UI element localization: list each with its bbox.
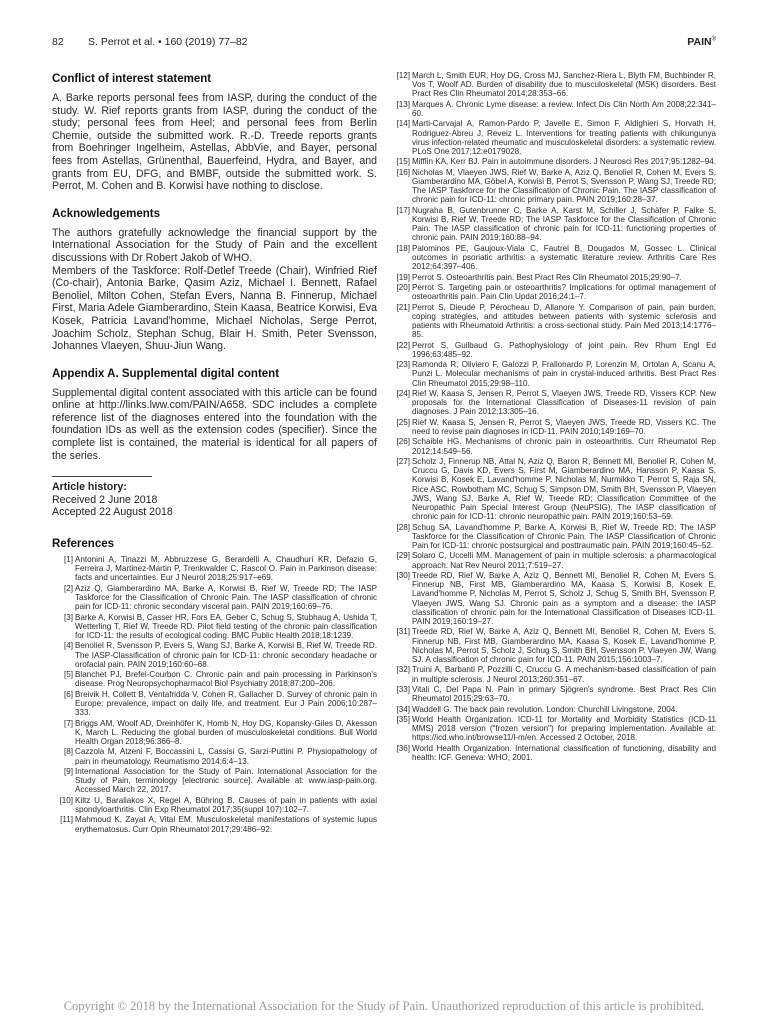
reference-item [389, 715, 716, 743]
references-heading: References [52, 538, 115, 551]
reference-text: Rief W, Kaasa S, Jensen R, Perrot S, Vlaeyen JWS, Treede RD, Vissers KC. The need to revise pain diagnoses in ICD-11. PAIN 2010;149:169–70. [412, 417, 716, 436]
reference-item [52, 641, 377, 669]
reference-item [52, 555, 377, 583]
reference-number: [12] [396, 71, 410, 80]
reference-text: Kiltz U, Baraliakos X, Regel A, Bühring B. Causes of pain in patients with axial spondyloarthritis. Clin Exp Rheumatol 2017;35(suppl 107):102–7. [75, 795, 377, 814]
left-column [52, 72, 377, 835]
right-column [389, 71, 716, 763]
reference-item [389, 665, 716, 683]
reference-item [389, 437, 716, 455]
history-title: Article history: [52, 481, 127, 494]
history-received: Received 2 June 2018 [52, 493, 158, 506]
journal-name [687, 36, 716, 48]
reference-text: Mahmoud K, Zayat A, Vital EM. Musculoskeletal manifestations of systemic lupus erythematosus. Curr Opin Rheumatol 2017;29:486–92. [75, 815, 377, 834]
reference-text: Benoliel R, Svensson P, Evers S, Wang SJ, Barke A, Korwisi B, Rief W, Treede RD. The IASP-Classification of chronic pain for ICD-11: chronic secondary headache or orofacial pain. PAIN 2019;160:60–68. [75, 641, 377, 669]
reference-text: World Health Organization. International classification of functioning, disability and health: ICF. Geneva: WHO, 2001. [412, 743, 716, 762]
reference-number: [15] [396, 157, 410, 167]
reference-number: [22] [396, 340, 410, 350]
reference-item [389, 551, 716, 569]
reference-item [389, 273, 716, 282]
reference-item [389, 119, 716, 156]
reference-text: Briggs AM, Woolf AD, Dreinhöfer K, Homb N, Hoy DG, Kopansky-Giles D, Akesson K, March L. Reducing the global burden of musculoskeletal conditions. Bull World Health Organ 2018;96:366–8. [75, 718, 377, 747]
article-history [52, 476, 377, 519]
reference-item [389, 685, 716, 703]
reference-item [389, 100, 716, 118]
reference-text: Perrot S. Targeting pain or osteoarthritis? Implications for optimal management of osteoarthritis pain. Pain Clin Updat 2016;24:1–7. [412, 282, 716, 302]
conflict-text: A. Barke reports personal fees from IASP, during the conduct of the study. W. Rief reports grants from IASP, during the conduct of the study; personal fees from Heel; and personal fees from Berlin Chemie, outside the submitted work. R.-D. Treede reports grants from Boehringer Ingelheim, Astellas, AbbVie, and Bayer, personal fees from Astellas, Grünenthal, Bauerfeind, Hydra, and Bayer, and grants from EU, DFG, and BMBF, outside the submitted work. S. Perrot, M. Cohen and B. Korwisi have nothing to disclose. [52, 92, 377, 193]
reference-item [52, 613, 377, 641]
reference-text: March L, Smith EUR, Hoy DG, Cross MJ, Sanchez-Riera L, Blyth FM, Buchbinder R, Vos T, Woolf AD. Burden of disability due to musculoskeletal (MSK) disorders. Best Pract Res Clin Rheumatol 2014;28:353–66. [412, 71, 716, 99]
reference-text: Vitali C, Del Papa N. Pain in primary Sjögren's syndrome. Best Pract Res Clin Rheumatol 2015;29:63–70. [412, 684, 716, 704]
reference-number: [5] [64, 670, 73, 680]
reference-number: [28] [396, 522, 410, 532]
reference-number: [3] [64, 612, 73, 622]
reference-text: Breivik H, Collett B, Ventafridda V, Cohen R, Gallacher D. Survey of chronic pain in Europe: prevalence, impact on daily life, and treatment. Eur J Pain 2006;10:287–333. [75, 689, 377, 718]
reference-item [52, 767, 377, 795]
conflict-section [52, 72, 377, 193]
reference-text: Nugraha B, Gutenbrunner C, Barke A, Karst M, Schiller J, Schäfer P, Falke S, Korwisi B, Rief W, Treede RD; The IASP Taskforce for the Classification of Chronic Pain. The IASP classification of chronic pain for ICD-11: functioning properties of chronic pain. PAIN 2019;160:88–94. [412, 205, 716, 243]
reference-item [389, 389, 716, 417]
reference-number: [14] [396, 119, 410, 129]
reference-item [389, 744, 716, 762]
reference-item [389, 283, 716, 301]
reference-number: [20] [396, 282, 410, 292]
reference-text: Rief W, Kaasa S, Jensen R, Perrot S, Vlaeyen JWS, Treede RD, Vissers KCP. New proposals for the International Classification of Diseases-11 revision of pain diagnoses. J Pain 2012;13:305–16. [412, 388, 716, 417]
reference-number: [10] [59, 795, 73, 805]
reference-number: [11] [60, 815, 73, 825]
reference-item [52, 747, 377, 765]
reference-text: Perrot S, Dieudé P, Pérocheau D, Allanore Y. Comparison of pain, pain burden, coping strategies, and attitudes between patients with systemic sclerosis and patients with Rheumatoid Arthritis: a cross-sectional study. Pain Med 2013;14:1776–85. [412, 302, 716, 340]
reference-text: Treede RD, Rief W, Barke A, Aziz Q, Bennett MI, Benoliel R, Cohen M, Evers S, Finnerup NB, First MB, Giamberardino MA, Kaasa S, Kosek E, Lavand'homme P, Nicholas M, Perrot S, Scholz J, Schug S, Smith BH, Svensson P, Vlaeyen JW, Wang SJ. A classification of chronic pain for ICD-11. PAIN 2015;156:1003–7. [412, 627, 716, 664]
reference-item [389, 71, 716, 99]
reference-item [389, 523, 716, 551]
reference-item [389, 627, 716, 664]
reference-number: [6] [64, 689, 73, 699]
reference-text: Waddell G. The back pain revolution. London: Churchill Livingstone, 2004. [412, 704, 678, 714]
reference-item [389, 705, 716, 714]
appendix-section [52, 367, 377, 463]
reference-number: [23] [396, 360, 410, 370]
reference-number: [32] [396, 665, 410, 675]
reference-item [389, 457, 716, 521]
reference-item [389, 303, 716, 340]
reference-text: World Health Organization. ICD-11 for Mortality and Morbidity Statistics (ICD-11 MMS) 2018 version ("frozen version") for preparing implementation. Available at: https://icd.who.int/browse11/l-m/en. Accessed 2 October, 2018. [412, 714, 716, 743]
reference-item [389, 244, 716, 272]
reference-item [52, 719, 377, 747]
reference-text: Mifflin KA, Kerr BJ. Pain in autoimmune disorders. J Neurosci Res 2017;95:1282–94. [412, 157, 716, 167]
reference-number: [34] [396, 704, 410, 714]
reference-item [52, 815, 377, 833]
references-list-right [389, 71, 716, 762]
reference-number: [4] [64, 641, 73, 651]
reference-text: Palominos PE, Gaujoux-Viala C, Fautrel B, Dougados M, Gossec L. Clinical outcomes in psoriatic arthritis: a systematic literature review. Arthritis Care Res 2012;64:397–406. [412, 243, 716, 272]
reference-item [389, 360, 716, 388]
reference-number: [31] [396, 627, 410, 637]
reference-number: [24] [396, 388, 410, 398]
appendix-text: Supplemental digital content associated with this article can be found online at http://links.lww.com/PAIN/A658. SDC includes a complete reference list of the diagnoses entered into the foundation with the foundation IDs as well as the extension codes (specifier). Since the complete list is contained, the material is identical for all papers of the series. [52, 386, 377, 462]
reference-number: [21] [396, 302, 410, 312]
acknowledgements-heading: Acknowledgements [52, 207, 160, 220]
reference-number: [29] [396, 551, 410, 561]
reference-number: [8] [64, 747, 73, 757]
reference-number: [17] [396, 205, 410, 215]
reference-number: [27] [396, 456, 410, 466]
history-accepted: Accepted 22 August 2018 [52, 506, 173, 519]
reference-number: [1] [64, 555, 73, 565]
copyright-footer: Copyright © 2018 by the International Association for the Study of Pain. Unauthorized reproduction of this article is prohibited. [63, 999, 705, 1013]
reference-number: [19] [396, 272, 410, 282]
reference-number: [36] [396, 743, 410, 753]
reference-text: Treede RD, Rief W, Barke A, Aziz Q, Bennett MI, Benoliel R, Cohen M, Evers S, Finnerup NB, First MB, Giamberardino MA, Kaasa S, Korwisi B, Kosek E, Lavand'homme P, Nicholas M, Perrot S, Scholz J, Schug S, Smith BH, Svensson P, Vlaeyen JWS, Wang SJ. Chronic pain as a symptom and a disease: the IASP classification of chronic pain for the International Classification of Diseases ICD-11. PAIN 2019;160:19–27. [412, 570, 716, 626]
reference-item [389, 168, 716, 205]
reference-item [389, 341, 716, 359]
reference-number: [35] [396, 714, 410, 724]
reference-number: [26] [396, 437, 410, 447]
reference-text: Solaro C, Uccelli MM. Management of pain in multiple sclerosis: a pharmacological approach. Nat Rev Neurol 2011;7:519–27. [412, 551, 716, 570]
reference-text: Perrot S, Guilbaud G. Pathophysiology of joint pain. Rev Rhum Engl Ed 1996;63:485–92. [412, 340, 716, 359]
conflict-heading: Conflict of interest statement [52, 73, 212, 85]
article-citation: S. Perrot et al. • 160 (2019) 77–82 [88, 36, 248, 48]
reference-number: [2] [64, 583, 73, 593]
reference-text: Nicholas M, Vlaeyen JWS, Rief W, Barke A, Aziz Q, Benoliel R, Cohen M, Evers S, Giamberardino MA, Göbel A, Korwisi B, Perrot S, Svensson P, Wang SJ, Treede RD; The IASP Taskforce for the Classification of Chronic Pain. The IASP classification of chronic pain for ICD-11: chronic primary pain. PAIN 2019;160:28–37. [412, 167, 716, 205]
reference-text: Cazzola M, Atzeni F, Boccassini L, Cassisi G, Sarzi-Puttini P. Physiopathology of pain in rheumatology. Reumatismo 2014;6:4–13. [75, 747, 377, 766]
reference-text: Barke A, Korwisi B, Casser HR, Fors EA, Geber C, Schug S, Stubhaug A, Ushida T, Wetterling T, Rief W, Treede RD. Pilot field testing of the chronic pain classification for ICD-11: the results of ecological coding. BMC Public Health 2018;18:1239. [75, 612, 377, 641]
reference-item [389, 418, 716, 436]
reference-text: Ramonda R, Oliviero F, Galozzi P, Frallonardo P, Lorenzin M, Ortolan A, Scanu A, Punzi L. Molecular mechanisms of pain in crystal-induced arthritis. Best Pract Res Clin Rheumatol 2015;29:98–110. [412, 360, 716, 388]
taskforce-members: Members of the Taskforce: Rolf-Detlef Treede (Chair), Winfried Rief (Co-chair), Antonia Barke, Qasim Aziz, Michael I. Bennett, Rafael Benoliel, Milton Cohen, Stefan Evers, Nanna B. Finnerup, Michael First, Maria Adele Giamberardino, Stein Kaasa, Beatrice Korwisi, Eva Kosek, Patricia Lavand'homme, Michael Nicholas, Serge Perrot, Joachim Scholz, Stephan Schug, Blair H. Smith, Peter Svensson, Johannes Vlaeyen, Shuu-Jiun Wang. [52, 264, 377, 353]
reference-text: Schaible HG. Mechanisms of chronic pain in osteoarthritis. Curr Rheumatol Rep 2012;14:549–56. [412, 437, 716, 456]
reference-text: Blanchet PJ, Brefel-Courbon C. Chronic pain and pain processing in Parkinson's disease. Prog Neuropsychopharmacol Biol Psychiatry 2018;87:200–206. [75, 670, 377, 689]
reference-number: [25] [396, 417, 410, 427]
reference-item [389, 571, 716, 626]
running-header [52, 36, 716, 50]
reference-item [389, 206, 716, 243]
reference-text: Perrot S. Osteoarthritis pain. Best Pract Res Clin Rheumatol 2015;29:90–7. [412, 272, 682, 282]
reference-item [52, 584, 377, 612]
appendix-heading: Appendix A. Supplemental digital content [52, 367, 280, 380]
reference-number: [16] [396, 167, 410, 177]
reference-text: Schug SA, Lavand'homme P, Barke A, Korwisi B, Rief W, Treede RD; The IASP Taskforce for the Classification of Chronic Pain. The IASP Classification of Chronic Pain for ICD-11: chronic postsurgical and posttraumatic pain. PAIN 2019;160:45–52. [412, 522, 716, 550]
reference-number: [9] [64, 767, 73, 776]
reference-number: [33] [396, 684, 410, 694]
reference-number: [30] [396, 570, 410, 580]
reference-item [389, 157, 716, 166]
acknowledgements-text: The authors gratefully acknowledge the financial support by the International Association for the Study of Pain and the excellent discussions with Dr Robert Jakob of WHO. [52, 226, 377, 264]
reference-text: Aziz Q, Giamberardino MA, Barke A, Korwisi B, Rief W, Treede RD; The IASP Taskforce for the Classification of Chronic Pain. The IASP classification of chronic pain for ICD-11: chronic secondary visceral pain. PAIN 2019;160:69–76. [75, 583, 377, 612]
reference-item [52, 690, 377, 718]
history-rule [52, 476, 152, 477]
reference-text: Antonini A, Tinazzi M, Abbruzzese G, Berardelli A, Chaudhuri KR, Defazio G, Ferreira J, Martinez-Martin P, Trenkwalder C, Rascol O. Pain in Parkinson disease: facts and uncertainties. Eur J Neurol 2018;25:917–e69. [75, 555, 377, 583]
reference-text: Scholz J, Finnerup NB, Attal N, Aziz Q, Baron R, Bennett MI, Benoliel R, Cohen M, Cruccu G, Davis KD, Evers S, First M, Giamberardino MA, Hansson P, Kaasa S, Korwisi B, Kosek E, Lavand'homme P, Nicholas M, Nurmikko T, Perrot S, Raja SN, Rice ASC, Rowbotham MC, Schug S, Simpson DM, Smith BH, Svensson P, Vlaeyen JWS, Wang SJ, Barke A, Rief W, Treede RD; Classification Committee of the Neuropathic Pain Special Interest Group (NeuPSIG). The IASP classification of chronic pain for ICD-11: chronic neuropathic pain. PAIN 2019;160:53–59. [412, 456, 716, 522]
reference-item [52, 796, 377, 814]
reference-item [52, 670, 377, 688]
acknowledgements-section [52, 207, 377, 353]
references-list-left [52, 555, 377, 834]
registered-mark: ® [711, 36, 716, 43]
journal-title: PAIN [687, 36, 712, 48]
reference-number: [18] [396, 243, 410, 253]
page-number: 82 [52, 36, 64, 48]
reference-number: [13] [396, 99, 410, 109]
reference-text: Marti-Carvajal A, Ramon-Pardo P, Javelle E, Simon F, Aldighieri S, Horvath H, Rodriguez-Abreu J, Reveiz L. Interventions for treating patients with chikungunya virus infection-related rheumatic and musculoskeletal disorders: a systematic review. PLoS One 2017;12:e0179028. [412, 119, 716, 156]
reference-text: Marques A. Chronic Lyme disease: a review. Infect Dis Clin North Am 2008;22:341–60. [412, 99, 716, 118]
reference-text: Truini A, Barbanti P, Pozzilli C, Cruccu G. A mechanism-based classification of pain in multiple sclerosis. J Neurol 2013;260:351–67. [412, 665, 716, 684]
reference-number: [7] [64, 718, 73, 728]
reference-text: International Association for the Study of Pain. International Association for the Study of Pain, terminology [electronic source]. Available at: www.iasp-pain.org. Accessed March 22, 2017. [75, 767, 377, 795]
